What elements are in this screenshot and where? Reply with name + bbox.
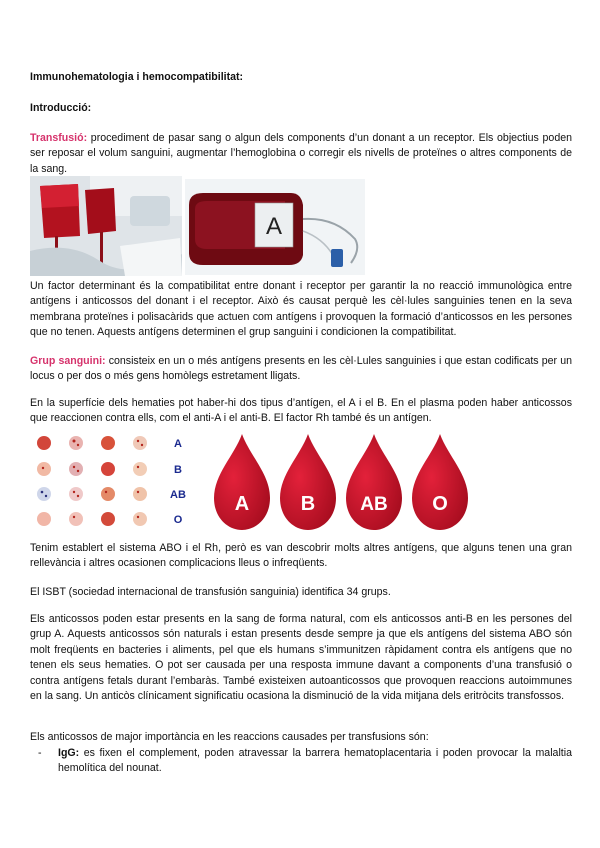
card-label-ab: AB bbox=[170, 489, 186, 501]
svg-text:A: A bbox=[234, 493, 250, 515]
antibody-list bbox=[30, 746, 572, 777]
drop-b bbox=[280, 434, 336, 530]
paragraph-anticossos: Els anticossos poden estar presents en la sang de forma natural, com els anticossos anti-B en les persones del grup A. Aquests anticossos són naturals i estan presents desde sempre ja que els antígens del sistema ABO són molt freqüents en bacteries i aliments, pel que els humans s’immunitzen ràpidament contra els antígens que no tenen els seus hematies. O pot ser causada per una resposta immune davant a components d’una transfusió o contra antígens fetals durant l’embaràs. També existeixen autoanticossos que provoquen reaccions autoimmunes en la sang. Un anticòs clínicament significatiu ocasiona la disminució de la vida mitjana dels eritròcits transfossos. bbox=[30, 613, 572, 703]
paragraph-abo-rh: Tenim establert el sistema ABO i el Rh, però es van descobrir molts altres antígens, que alguns tenen una gran rellevància i altres ocasionen complicacions lleus o infreqüents. bbox=[30, 542, 572, 570]
blood-type-drops-image bbox=[208, 430, 476, 534]
transfusion-bags-photo bbox=[30, 176, 182, 276]
paragraph-compatibilitat: Un factor determinant és la compatibilitat entre donant i receptor per garantir la no reacció immunològica entre antígens i anticossos del donant i el receptor. Això és causat perquè les cèl·lules sanguinies tenen en la seva membrana proteïnes i polisacàrids que actuen com antígens i provoquen la formació d’anticossos en les persones que no tenen. Aquests antígens determinen el grup sanguini i condicionen la compatibilitat. bbox=[30, 280, 572, 339]
list-item-igg bbox=[30, 746, 572, 777]
paragraph-grup-sanguini bbox=[30, 354, 572, 385]
list-bullet: - bbox=[38, 747, 42, 759]
paragraph-major-importancia: Els anticossos de major importància en les reaccions causades per transfusions són: bbox=[30, 731, 429, 743]
drop-ab bbox=[346, 434, 402, 530]
svg-text:B: B bbox=[300, 493, 316, 515]
transfusio-text: procediment de pasar sang o algun dels components d’un donant a un receptor. Els objectius poden ser reposar el volum sanguini, augmentar l’hemoglobina o corregir els nivells de proteïnes o altres components de la sang. bbox=[30, 132, 572, 175]
svg-text:AB: AB bbox=[360, 494, 388, 515]
card-label-b: B bbox=[174, 464, 182, 476]
grup-sanguini-text: consisteix en un o més antígens presents en les cèl·Lules sanguinies i que estan codificats per un locus o per dos o més gens homòlegs estretament lligats. bbox=[30, 355, 572, 383]
term-grup-sanguini: Grup sanguini: bbox=[30, 355, 106, 367]
igg-text: es fixen el complement, poden atravessar la barrera hematoplacentaria i poden provocar la malaltia hemolítica del nounat. bbox=[58, 747, 572, 775]
card-label-o: O bbox=[173, 514, 183, 526]
paragraph-transfusio bbox=[30, 131, 572, 177]
card-label-a: A bbox=[174, 438, 182, 450]
svg-text:O: O bbox=[432, 493, 448, 515]
bag-label: A bbox=[265, 213, 283, 240]
term-transfusio: Transfusió: bbox=[30, 132, 88, 144]
paragraph-superficie: En la superfície dels hematies pot haber-hi dos tipus d’antígen, el A i el B. En el plasma poden haber anticossos que reaccionen contra ells, com el anti-A i el anti-B. El factor Rh també és un antígen. bbox=[30, 397, 572, 425]
blood-bag-a-photo bbox=[185, 179, 365, 275]
drop-o bbox=[412, 434, 468, 530]
term-igg: IgG: bbox=[58, 747, 80, 759]
intro-heading: Introducció: bbox=[30, 102, 92, 114]
document-title: Immunohematologia i hemocompatibilitat: bbox=[30, 71, 244, 83]
blood-typing-card-image bbox=[30, 430, 200, 534]
paragraph-isbt: El ISBT (sociedad internacional de transfusión sanguinia) identifica 34 grups. bbox=[30, 586, 391, 598]
drop-a bbox=[214, 434, 270, 530]
